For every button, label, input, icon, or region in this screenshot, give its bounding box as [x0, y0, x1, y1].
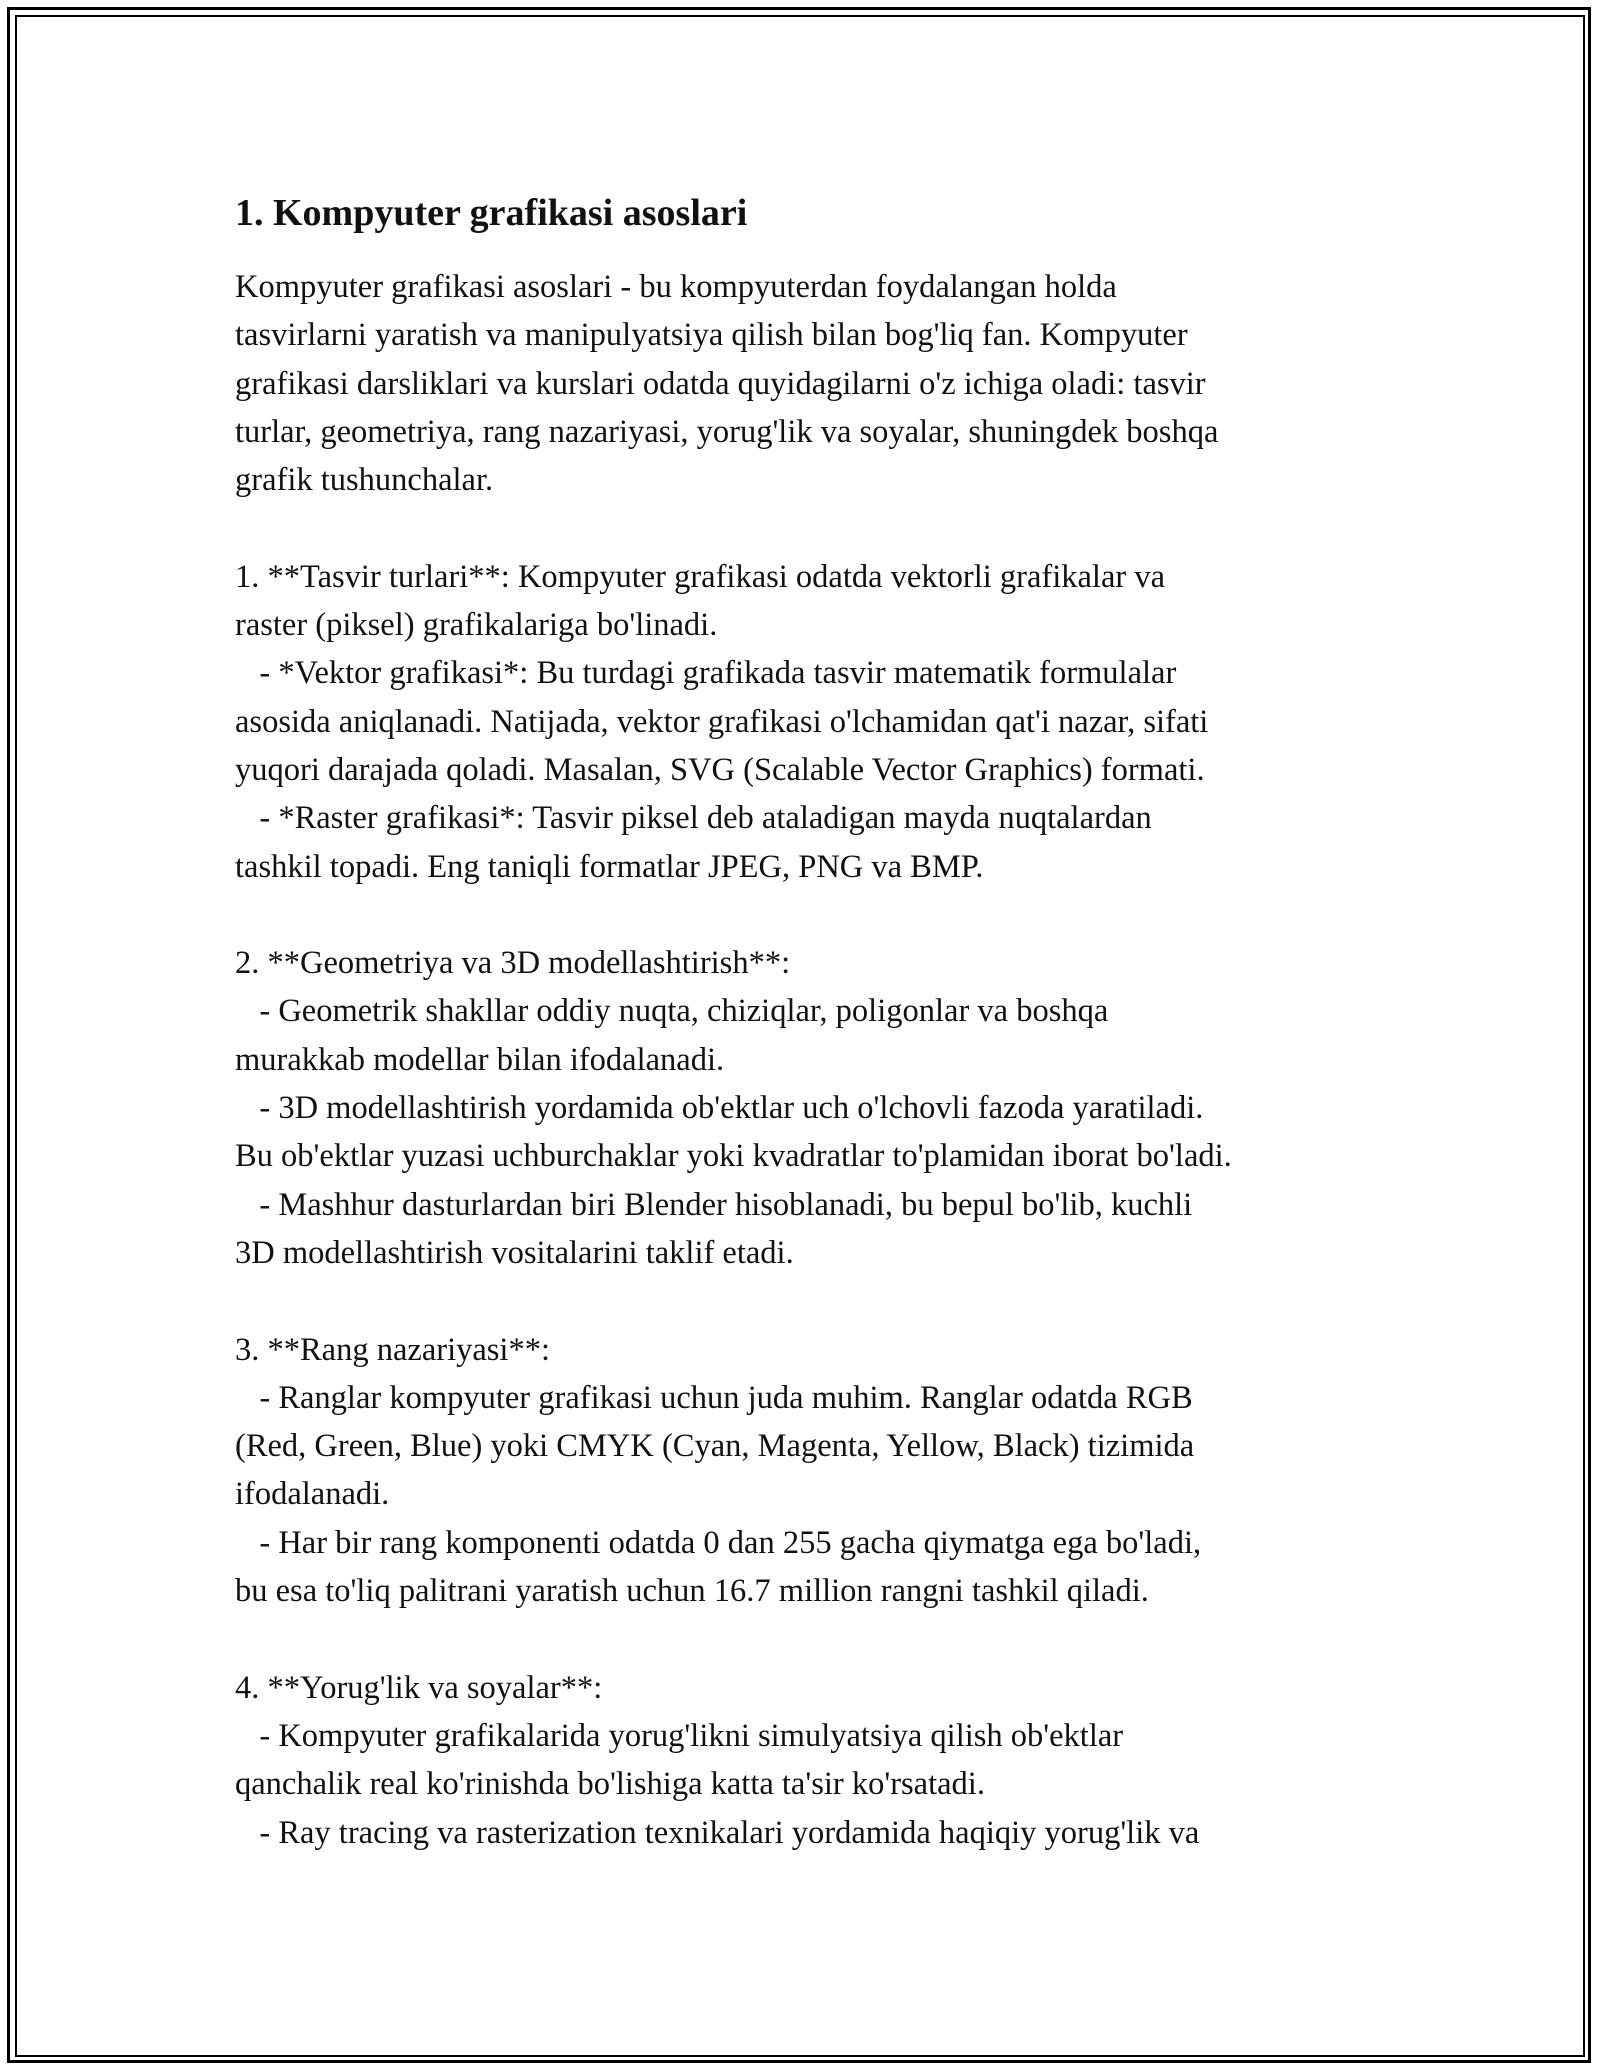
- text-line: yuqori darajada qoladi. Masalan, SVG (Scalable Vector Graphics) formati.: [235, 751, 1205, 788]
- document-body: [235, 185, 1385, 1857]
- text-line: tashkil topadi. Eng taniqli formatlar JPEG, PNG va BMP.: [235, 848, 984, 885]
- blank-line: [235, 891, 1385, 939]
- text-line: ifodalanadi.: [235, 1476, 390, 1513]
- text-line: - Ray tracing va rasterization texnikalari yordamida haqiqiy yorug'lik va: [235, 1814, 1200, 1851]
- text-line: grafik tushunchalar.: [235, 462, 494, 499]
- text-line: - Mashhur dasturlardan biri Blender hisoblanadi, bu bepul bo'lib, kuchli: [235, 1186, 1193, 1223]
- blank-line: [235, 504, 1385, 552]
- text-line: turlar, geometriya, rang nazariyasi, yorug'lik va soyalar, shuningdek boshqa: [235, 413, 1219, 450]
- text-line: 3D modellashtirish vositalarini taklif etadi.: [235, 1234, 794, 1271]
- text-line: Bu ob'ektlar yuzasi uchburchaklar yoki kvadratlar to'plamidan iborat bo'ladi.: [235, 1138, 1232, 1175]
- text-line: tasvirlarni yaratish va manipulyatsiya qilish bilan bog'liq fan. Kompyuter: [235, 317, 1188, 354]
- text-line: bu esa to'liq palitrani yaratish uchun 16.7 million rangni tashkil qiladi.: [235, 1573, 1149, 1610]
- document-text: [235, 263, 1385, 1857]
- text-line: (Red, Green, Blue) yoki CMYK (Cyan, Magenta, Yellow, Black) tizimida: [235, 1428, 1195, 1465]
- text-line: - Geometrik shakllar oddiy nuqta, chiziqlar, poligonlar va boshqa: [235, 993, 1109, 1030]
- text-line: raster (piksel) grafikalariga bo'linadi.: [235, 607, 718, 644]
- blank-line: [235, 1277, 1385, 1325]
- text-line: murakkab modellar bilan ifodalanadi.: [235, 1041, 725, 1078]
- text-line: 3. **Rang nazariyasi**:: [235, 1331, 550, 1368]
- blank-line: [235, 1615, 1385, 1663]
- text-line: 4. **Yorug'lik va soyalar**:: [235, 1669, 603, 1706]
- text-line: 2. **Geometriya va 3D modellashtirish**:: [235, 945, 791, 982]
- text-line: 1. **Tasvir turlari**: Kompyuter grafikasi odatda vektorli grafikalar va: [235, 558, 1165, 595]
- page-title: 1. Kompyuter grafikasi asoslari: [235, 192, 748, 234]
- text-line: - 3D modellashtirish yordamida ob'ektlar uch o'lchovli fazoda yaratiladi.: [235, 1090, 1204, 1127]
- text-line: - Kompyuter grafikalarida yorug'likni simulyatsiya qilish ob'ektlar: [235, 1717, 1124, 1754]
- text-line: - Har bir rang komponenti odatda 0 dan 255 gacha qiymatga ega bo'ladi,: [235, 1524, 1202, 1561]
- text-line: Kompyuter grafikasi asoslari - bu kompyuterdan foydalangan holda: [235, 269, 1117, 305]
- text-line: - *Vektor grafikasi*: Bu turdagi grafikada tasvir matematik formulalar: [235, 655, 1177, 692]
- text-line: - Ranglar kompyuter grafikasi uchun juda muhim. Ranglar odatda RGB: [235, 1379, 1193, 1416]
- text-line: - *Raster grafikasi*: Tasvir piksel deb ataladigan mayda nuqtalardan: [235, 800, 1152, 837]
- text-line: grafikasi darsliklari va kurslari odatda quyidagilarni o'z ichiga oladi: tasvir: [235, 365, 1206, 402]
- text-line: asosida aniqlanadi. Natijada, vektor grafikasi o'lchamidan qat'i nazar, sifati: [235, 703, 1209, 740]
- text-line: qanchalik real ko'rinishda bo'lishiga katta ta'sir ko'rsatadi.: [235, 1766, 985, 1803]
